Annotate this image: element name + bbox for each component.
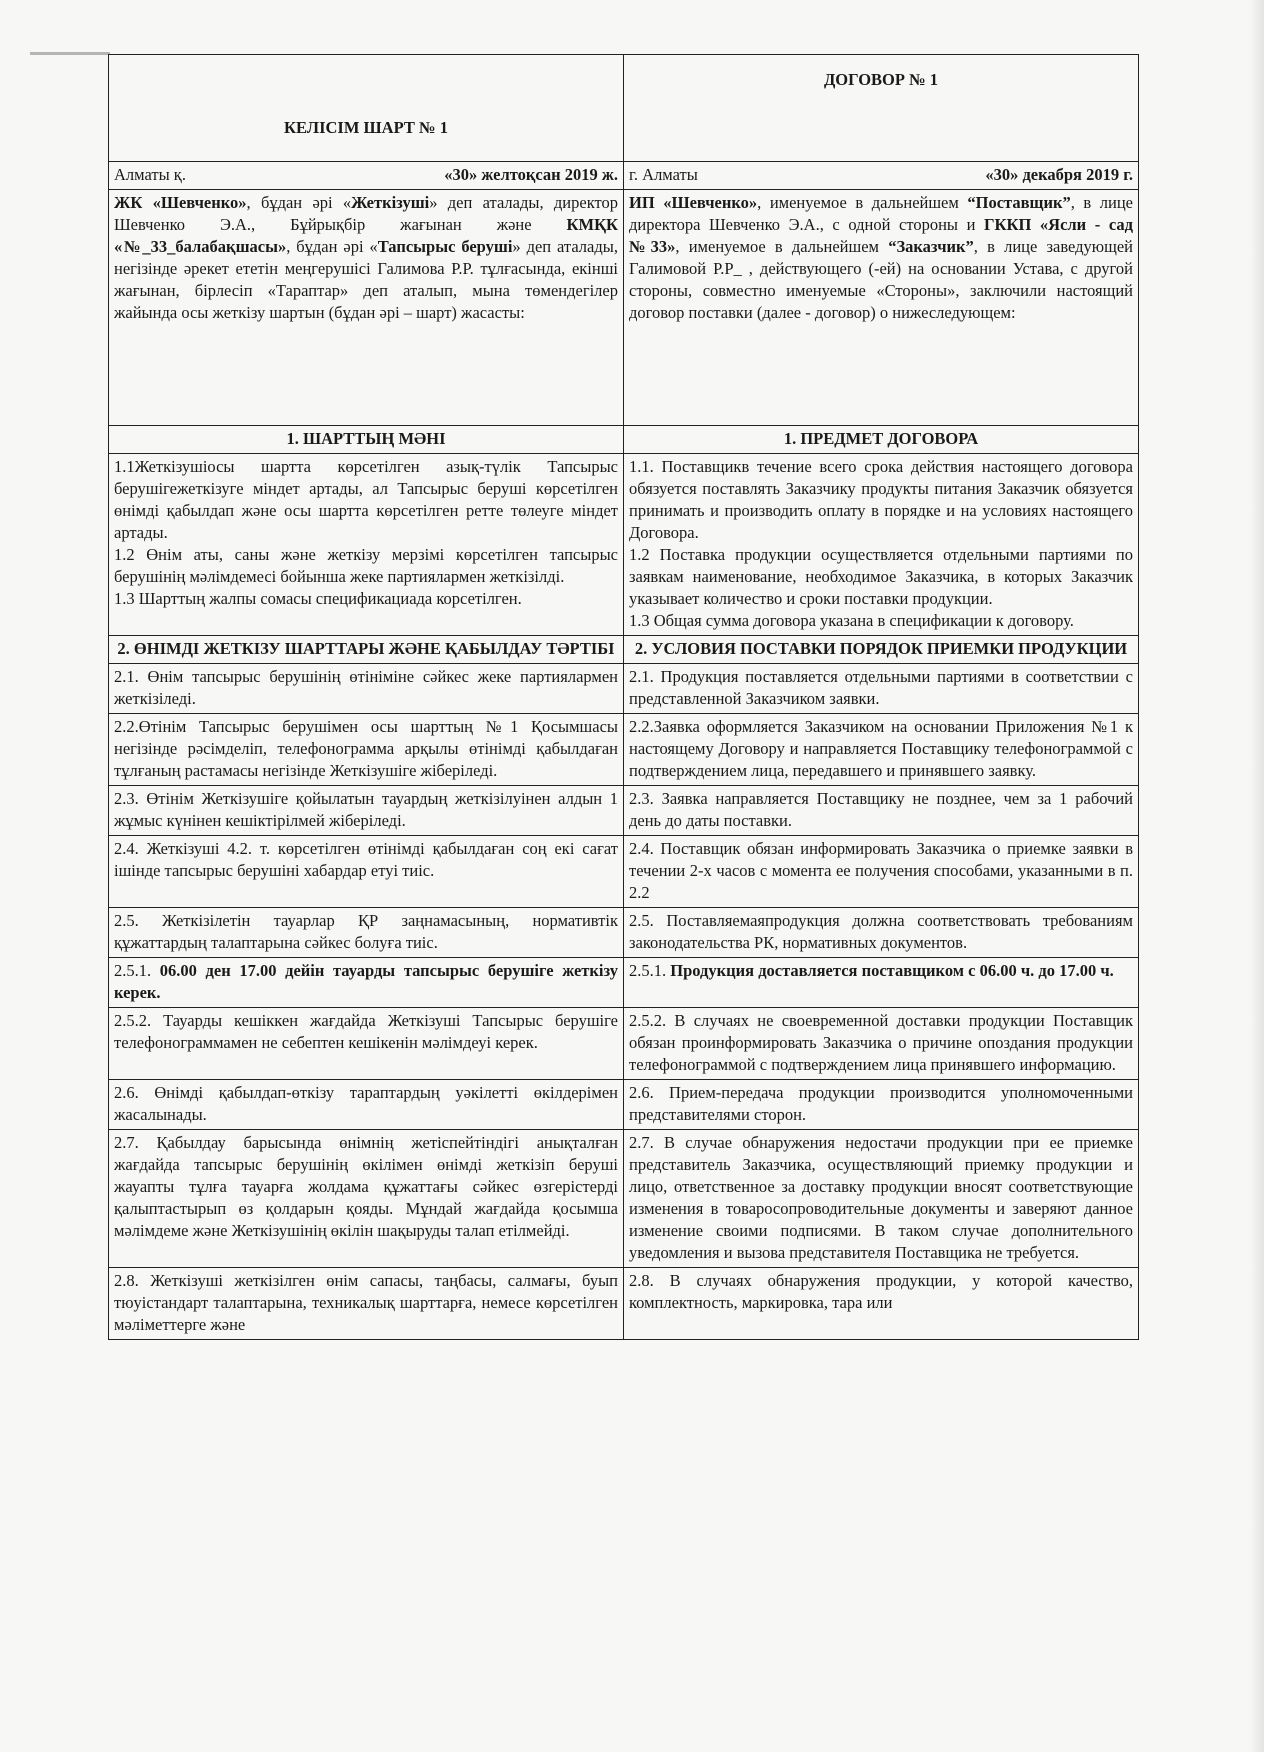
clause-row-2-3 [109,786,1139,836]
kz-clause-1-1: 1.1Жеткізушіосы шартта көрсетілген азық-түлік Тапсырыс берушігежеткізуге міндет артады, ал Тапсырыс беруші көрсетілген өнімді қабылдап және осы шартта көрсетілген ретте төлеуге міндет артады. [114,457,618,542]
clause-row-2-5 [109,908,1139,958]
kz-intro-customer: КМҚК «№_33_балабақшасы» [114,215,618,256]
ru-clause-2-5: 2.5. Поставляемаяпродукция должна соответствовать требованиям законодательства РК, нормативных документов. [624,908,1139,958]
kz-dateline [109,162,624,190]
ru-intro-text: , в лице заведующей Галимовой Р.Р_ , действующего (-ей) на основании Устава, с другой стороны, совместно именуемые «Стороны», заключили настоящий договор поставки (далее - договор) о нижеследующем: [629,237,1133,322]
ru-clause-2-7: 2.7. В случае обнаружения недостачи продукции при ее приемке представитель Заказчика, осуществляющий приемку продукции и лицо, ответственное за доставку продукции вносят соответствующие изменения в товаросопроводительные документы и заверяют данное изменение своими подписями. В таком случае дополнительного уведомления и вызова представителя Поставщика не требуется. [624,1130,1139,1268]
kz-clause-2-3: 2.3. Өтінім Жеткізушіге қойылатын тауардың жеткізілуінен алдын 1 жұмыс күнінен кешіктірілмей жіберіледі. [109,786,624,836]
ru-intro-text: , именуемое в дальнейшем [757,193,968,212]
ru-clause-2-8: 2.8. В случаях обнаружения продукции, у которой качество, комплектность, маркировка, тара или [624,1268,1139,1340]
kz-clause-2-1: 2.1. Өнім тапсырыс берушінің өтініміне сәйкес жеке партиялармен жеткізіледі. [109,664,624,714]
ru-intro-text: , именуемое в дальнейшем [675,237,889,256]
kz-intro-text: , бұдан әрі « [286,237,378,256]
ru-clause-2-5-1 [624,958,1139,1008]
clause-row-2-5-1 [109,958,1139,1008]
ru-section2-title: 2. УСЛОВИЯ ПОСТАВКИ ПОРЯДОК ПРИЕМКИ ПРОДУКЦИИ [624,636,1139,664]
kz-clause-2-5: 2.5. Жеткізілетін тауарлар ҚР заңнамасының, нормативтік құжаттардың талаптарына сәйкес болуға тиіс. [109,908,624,958]
ru-clause-2-4: 2.4. Поставщик обязан информировать Заказчика о приемке заявки в течении 2-х часов с момента ее получения способами, указанными в п. 2.2 [624,836,1139,908]
ru-clause-1-1: 1.1. Поставщикв течение всего срока действия настоящего договора обязуется поставлять Заказчику продукты питания Заказчик обязуется принимать и производить оплату в порядке и на условиях настоящего Договора. [629,457,1133,542]
title-row [109,55,1139,162]
kz-clause-2-8: 2.8. Жеткізуші жеткізілген өнім сапасы, таңбасы, салмағы, буып тюуістандарт талаптарына, техникалық шарттарға, немесе көрсетілген мәліметтерге және [109,1268,624,1340]
kz-intro-text: , бұдан әрі « [246,193,352,212]
kz-intro [109,190,624,426]
date-row [109,162,1139,190]
kz-intro-supplier: ЖК «Шевченко» [114,193,247,212]
ru-clause-1-3: 1.3 Общая сумма договора указана в спецификации к договору. [629,611,1074,630]
kz-clause-2-5-2: 2.5.2. Тауарды кешіккен жағдайда Жеткізуші Тапсырыс берушіге телефонограммамен не себептен кешікенін мәлімдеуі керек. [109,1008,624,1080]
ru-clause-2-2: 2.2.Заявка оформляется Заказчиком на основании Приложения №1 к настоящему Договору и направляется Поставщику телефонограммой с подтверждением лица, передавшего и принявшего заявку. [624,714,1139,786]
ru-title: ДОГОВОР № 1 [624,55,1139,162]
section1-header-row [109,426,1139,454]
ru-intro-customer: ГККП «Ясли - сад №33» [629,215,1133,256]
ru-clause-1-2: 1.2 Поставка продукции осуществляется отдельными партиями по заявкам наименование, необходимое Заказчика, в которых Заказчик указывает количество и сроки поставки продукции. [629,545,1133,608]
ru-clause-2-3: 2.3. Заявка направляется Поставщику не позднее, чем за 1 рабочий день до даты поставки. [624,786,1139,836]
kz-title: КЕЛІСІМ ШАРТ № 1 [109,55,624,162]
kz-date: «30» желтоқсан 2019 ж. [444,165,618,184]
kz-intro-customer-role: Тапсырыс беруші [377,237,513,256]
kz-clause-2-5-1-text: 06.00 ден 17.00 дейін тауарды тапсырыс берушіге жеткізу керек. [114,961,619,1002]
kz-clause-2-4: 2.4. Жеткізуші 4.2. т. көрсетілген өтінімді қабылдаған соң екі сағат ішінде тапсырыс берушіні хабардар етуі тиіс. [109,836,624,908]
ru-clause-2-1: 2.1. Продукция поставляется отдельными партиями в соответствии с представленной Заказчиком заявки. [624,664,1139,714]
kz-clause-2-7: 2.7. Қабылдау барысында өнімнің жетіспейтіндігі анықталған жағдайда тапсырыс берушінің өкілімен өнімді жеткізіп беруші жауапты тұлға тауарға жолдама құжаттағы сәйкес өзгерістерді қалыптастырып өз қолдарын қояды. Мұндай жағдайда қосымша мәлімдеме және Жеткізушінің өкілін шақыруды талап етілмейді. [109,1130,624,1268]
kz-intro-supplier-role: Жеткізуші [351,193,430,212]
ru-clause-2-5-1-num: 2.5.1. [629,961,671,980]
ru-city: г. Алматы [629,165,698,184]
clause-row-2-6 [109,1080,1139,1130]
kz-clause-2-6: 2.6. Өнімді қабылдап-өткізу тараптардың уәкілетті өкілдерімен жасалынады. [109,1080,624,1130]
ru-clause-2-6: 2.6. Прием-передача продукции производится уполномоченными представителями сторон. [624,1080,1139,1130]
kz-clause-2-5-1-num: 2.5.1. [114,961,160,980]
contract-table [108,54,1139,1340]
scan-artifact-line [30,52,110,55]
ru-clause-2-5-1-text: Продукция доставляется поставщиком с 06.00 ч. до 17.00 ч. [670,961,1114,980]
clause-row-2-5-2 [109,1008,1139,1080]
section1-body-row [109,454,1139,636]
ru-intro-customer-role: “Заказчик” [888,237,974,256]
kz-intro-text: » деп аталады, директор Шевченко Э.А., Бұйрықбір жағынан және [114,193,618,234]
intro-row [109,190,1139,426]
kz-clause-2-5-1 [109,958,624,1008]
kz-clause-1-2: 1.2 Өнім аты, саны және жеткізу мерзімі көрсетілген тапсырыс берушінің мәлімдемесі бойынша жеке партиялармен жеткізілді. [114,545,618,586]
kz-clause-2-2: 2.2.Өтінім Тапсырыс берушімен осы шарттың №1 Қосымшасы негізінде рәсімделіп, телефонограмма арқылы өтінімді қабылдаған тұлғаның растамасы негізінде Жеткізушіге жіберіледі. [109,714,624,786]
clause-row-2-8 [109,1268,1139,1340]
ru-intro-text: , в лице директора Шевченко Э.А., с одной стороны и [629,193,1133,234]
kz-intro-text: » деп аталады, негізінде әрекет ететін меңгерушісі Галимова Р.Р. тұлғасында, екінші жағынан, бірлесіп «Тараптар» деп аталып, мына төмендегілер жайында осы жеткізу шартын (бұдан әрі – шарт) жасасты: [114,237,618,322]
ru-intro [624,190,1139,426]
ru-intro-supplier-role: “Поставщик” [967,193,1071,212]
kz-section1-body [109,454,624,636]
kz-clause-1-3: 1.3 Шарттың жалпы сомасы спецификациада корсетілген. [114,589,522,608]
ru-intro-supplier: ИП «Шевченко» [629,193,758,212]
kz-section2-title: 2. ӨНІМДІ ЖЕТКІЗУ ШАРТТАРЫ ЖӘНЕ ҚАБЫЛДАУ ТӘРТІБІ [109,636,624,664]
clause-row-2-2 [109,714,1139,786]
clause-row-2-4 [109,836,1139,908]
section2-header-row [109,636,1139,664]
ru-date: «30» декабря 2019 г. [985,165,1133,184]
kz-section1-title: 1. ШАРТТЫҢ МӘНІ [109,426,624,454]
ru-section1-title: 1. ПРЕДМЕТ ДОГОВОРА [624,426,1139,454]
clause-row-2-7 [109,1130,1139,1268]
ru-dateline [624,162,1139,190]
clause-row-2-1 [109,664,1139,714]
kz-city: Алматы қ. [114,165,186,184]
ru-section1-body [624,454,1139,636]
ru-clause-2-5-2: 2.5.2. В случаях не своевременной доставки продукции Поставщик обязан проинформировать Заказчика о причине опоздания продукции телефонограммой с подтверждением лица принявшего информацию. [624,1008,1139,1080]
page-edge-shadow [1250,0,1264,1752]
